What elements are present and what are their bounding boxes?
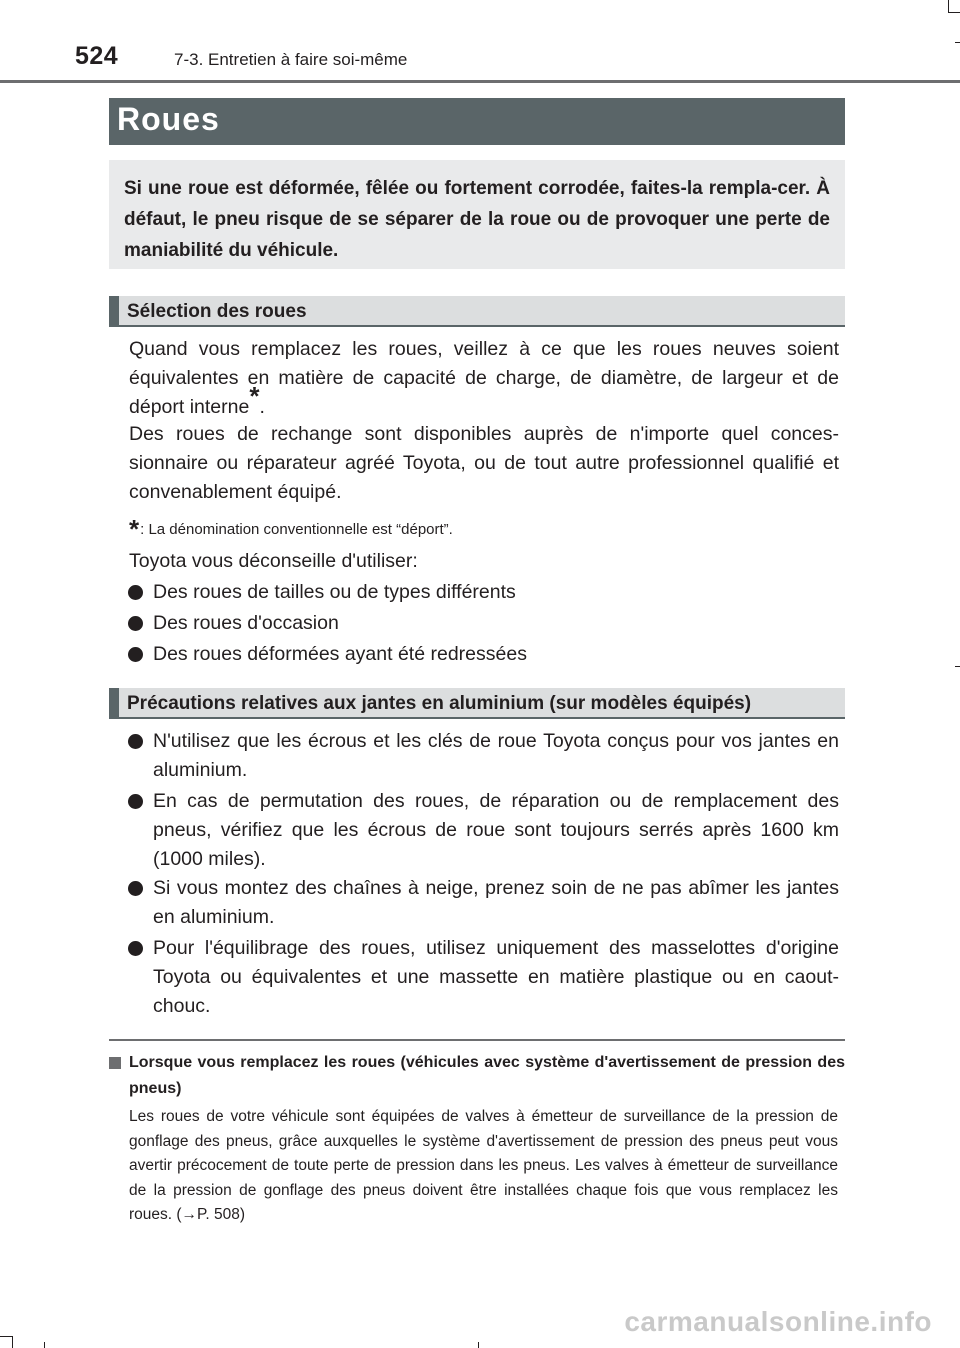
footnote-text: : La dénomination conventionnelle est “déport”. [140,521,453,538]
note-rule [109,1039,845,1041]
crop-mark [12,1336,13,1348]
crop-mark [948,0,949,12]
section-heading-bar [109,296,119,327]
paragraph-wheel-equivalence [129,335,839,422]
crop-mark [955,666,960,667]
header-rule [0,80,960,83]
bullet-icon [128,734,143,749]
bullet-icon [128,794,143,809]
lead-text: Toyota vous déconseille d'utiliser: [129,550,418,572]
footnote-marker: * [249,381,260,411]
section-heading-aluminum-wheels: Précautions relatives aux jantes en aluminium (sur modèles équipés) [127,693,752,714]
paragraph-replacement-availability: Des roues de rechange sont disponibles auprès de n'importe quel conces-sionnaire ou réparateur agréé Toyota, ou de tout autre professionnel qualifié et convenablement équipé. [129,423,839,503]
list-item: Pour l'équilibrage des roues, utilisez uniquement des masselottes d'origine Toyota ou équivalentes et une massette en matière plastique ou en caout-chouc. [153,937,839,1017]
footnote [129,514,453,545]
bullet-icon [128,881,143,896]
bullet-icon [128,616,143,631]
list-item: Des roues de tailles ou de types différents [153,581,516,603]
page-title: Roues [117,101,220,137]
page-number: 524 [75,42,119,70]
note-body: Les roues de votre véhicule sont équipées de valves à émetteur de surveillance de la pression de gonflage des pneus, grâce auxquelles le système d'avertissement de pression des pneus peut vous avertir précocement de toute perte de pression dans les pneus. Les valves à émetteur de surveillance de la pression de gonflage des pneus doivent être installées chaque fois que vous remplacez les roues. (→P. 508) [129,1108,838,1223]
footnote-star: * [129,514,140,544]
intro-text: Si une roue est déformée, fêlée ou fortement corrodée, faites-la rempla-cer. À défaut, le pneu risque de se séparer de la roue ou de provoquer une perte de maniabilité du véhicule. [124,178,830,261]
crop-mark [44,1342,45,1348]
section-heading-bar [109,688,119,719]
list-item: Des roues déformées ayant été redressées [153,643,527,665]
paragraph-end: . [259,396,265,418]
crop-mark [955,42,960,43]
note-heading: Lorsque vous remplacez les roues (véhicules avec système d'avertissement de pression des pneus) [129,1054,845,1097]
bullet-icon [128,647,143,662]
list-item: Si vous montez des chaînes à neige, prenez soin de ne pas abîmer les jantes en aluminium. [153,877,839,928]
crop-mark [478,1342,479,1348]
list-item: N'utilisez que les écrous et les clés de roue Toyota conçus pour vos jantes en aluminium. [153,730,839,781]
list-item: Des roues d'occasion [153,612,339,634]
crop-mark [0,1336,12,1337]
bullet-icon [128,941,143,956]
section-heading-wheel-selection: Sélection des roues [127,301,307,322]
list-item: En cas de permutation des roues, de réparation ou de remplacement des pneus, vérifiez que les écrous de roue sont toujours serrés après 1600 km (1000 miles). [153,790,839,870]
crop-mark [948,12,960,13]
bullet-icon [128,585,143,600]
note-square-icon [109,1057,121,1069]
paragraph-text: Quand vous remplacez les roues, veillez à ce que les roues neuves soient équivalentes en matière de capacité de charge, de diamètre, de largeur et de déport interne [129,338,839,418]
watermark: carmanualsonline.info [624,1306,932,1337]
section-title: 7-3. Entretien à faire soi-même [174,50,408,69]
